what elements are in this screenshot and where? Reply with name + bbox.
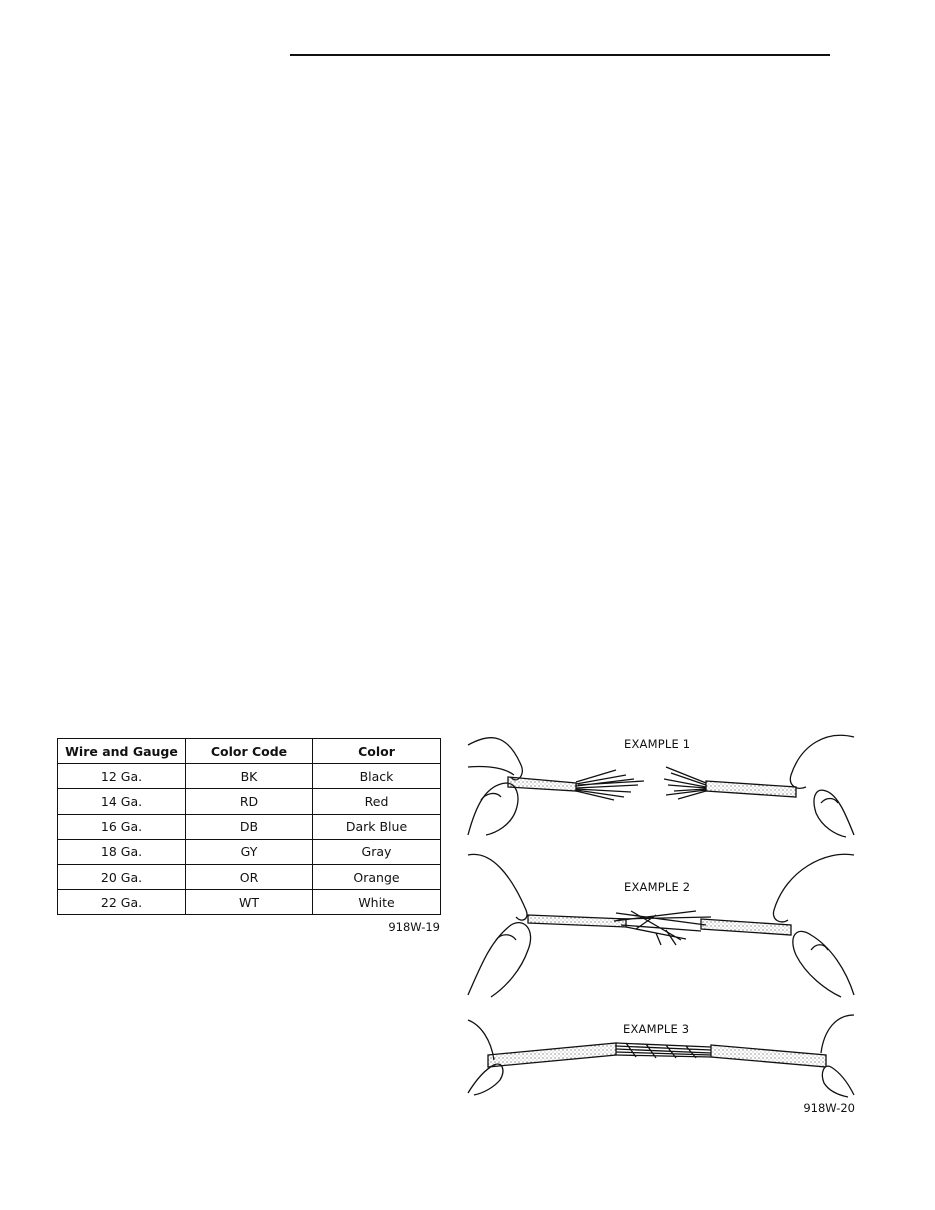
splice-figure-id: 918W-20	[803, 1101, 855, 1115]
table-row	[58, 839, 441, 864]
cell-color: Black	[313, 764, 441, 789]
table-row	[58, 864, 441, 889]
cell-code: GY	[186, 839, 313, 864]
cell-color: Orange	[313, 864, 441, 889]
table-row	[58, 814, 441, 839]
cell-color: Dark Blue	[313, 814, 441, 839]
table-row	[58, 789, 441, 814]
cell-code: WT	[186, 890, 313, 915]
header-color-code: Color Code	[186, 739, 313, 764]
table-row	[58, 890, 441, 915]
cell-color: White	[313, 890, 441, 915]
header-rule	[290, 54, 830, 56]
cell-code: RD	[186, 789, 313, 814]
cell-color: Red	[313, 789, 441, 814]
wire-splice-illustration	[466, 725, 856, 1100]
example-1-label: EXAMPLE 1	[624, 737, 691, 751]
table-row	[58, 764, 441, 789]
cell-code: OR	[186, 864, 313, 889]
example-2-label: EXAMPLE 2	[624, 880, 691, 894]
header-color: Color	[313, 739, 441, 764]
example-3-label: EXAMPLE 3	[623, 1022, 690, 1036]
cell-gauge: 22 Ga.	[58, 890, 186, 915]
cell-color: Gray	[313, 839, 441, 864]
table-header-row	[58, 739, 441, 764]
cell-code: DB	[186, 814, 313, 839]
table-figure-id: 918W-19	[388, 920, 440, 934]
cell-gauge: 20 Ga.	[58, 864, 186, 889]
cell-gauge: 16 Ga.	[58, 814, 186, 839]
cell-gauge: 14 Ga.	[58, 789, 186, 814]
cell-code: BK	[186, 764, 313, 789]
header-wire-gauge: Wire and Gauge	[58, 739, 186, 764]
wire-color-table	[57, 738, 441, 915]
cell-gauge: 12 Ga.	[58, 764, 186, 789]
cell-gauge: 18 Ga.	[58, 839, 186, 864]
example-2-drawing	[468, 854, 854, 997]
